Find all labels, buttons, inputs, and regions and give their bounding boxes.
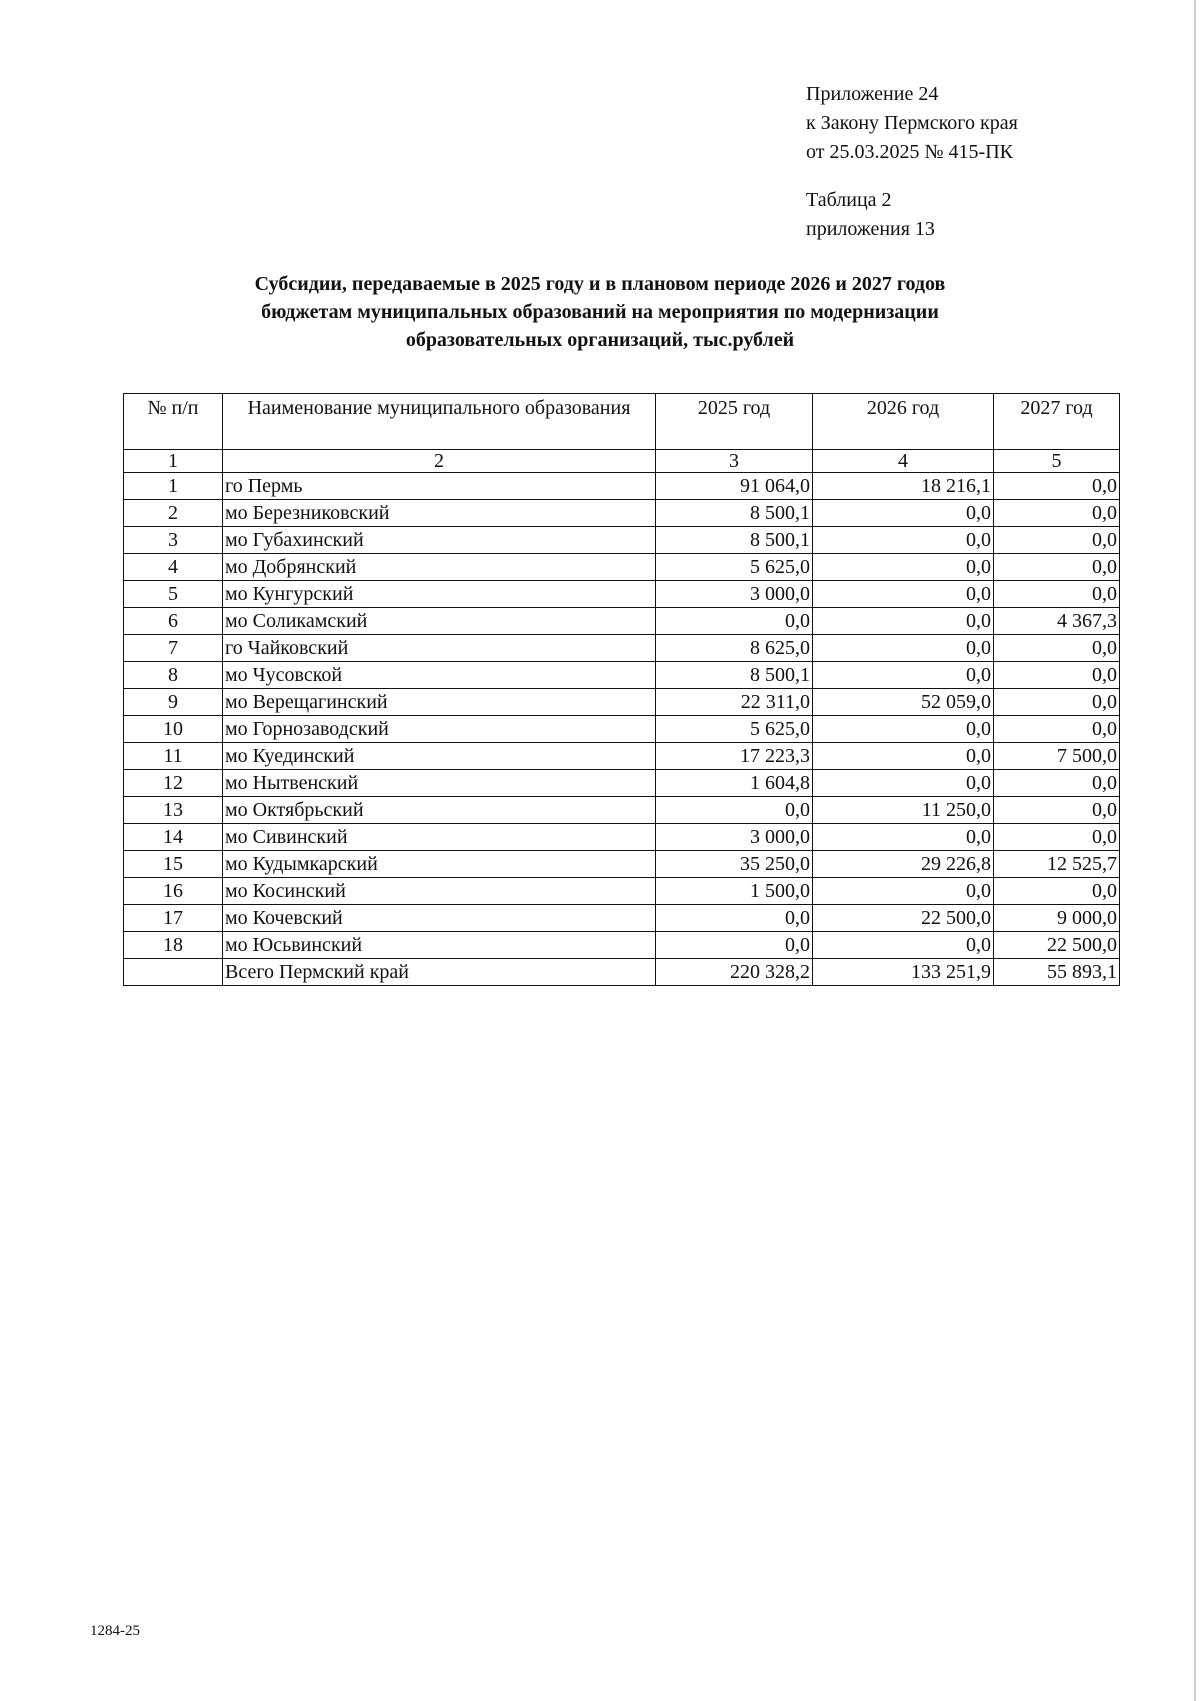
table-reference-line: приложения 13: [806, 218, 935, 240]
value-2025: 17 223,3: [656, 743, 813, 770]
value-2026: 0,0: [813, 770, 994, 797]
value-2027: 9 000,0: [994, 905, 1120, 932]
value-2026: 0,0: [813, 554, 994, 581]
appendix-line: от 25.03.2025 № 415-ПК: [806, 141, 1014, 163]
row-number: 2: [124, 500, 223, 527]
value-2025: 0,0: [656, 932, 813, 959]
column-number: 4: [813, 450, 994, 473]
table-row: [124, 635, 1120, 662]
table-row: [124, 770, 1120, 797]
table-row: [124, 716, 1120, 743]
row-number: 7: [124, 635, 223, 662]
municipality-name: мо Верещагинский: [223, 689, 656, 716]
row-number: 18: [124, 932, 223, 959]
value-2026: 18 216,1: [813, 473, 994, 500]
value-2026: 0,0: [813, 635, 994, 662]
table-row: [124, 662, 1120, 689]
value-2027: 0,0: [994, 770, 1120, 797]
value-2026: 0,0: [813, 608, 994, 635]
header-2026: 2026 год: [813, 394, 994, 450]
value-2026: 0,0: [813, 824, 994, 851]
value-2025: 5 625,0: [656, 716, 813, 743]
table-row: [124, 851, 1120, 878]
column-number: 5: [994, 450, 1120, 473]
table-header-row: [124, 394, 1120, 450]
title-line: Субсидии, передаваемые в 2025 году и в плановом периоде 2026 и 2027 годов: [254, 273, 946, 295]
municipality-name: мо Октябрьский: [223, 797, 656, 824]
spacer: [806, 167, 1018, 186]
municipality-name: мо Чусовской: [223, 662, 656, 689]
row-number: 17: [124, 905, 223, 932]
value-2027: 0,0: [994, 878, 1120, 905]
value-2027: 0,0: [994, 554, 1120, 581]
value-2025: 8 500,1: [656, 500, 813, 527]
row-number: 14: [124, 824, 223, 851]
value-2026: 0,0: [813, 743, 994, 770]
municipality-name: мо Горнозаводский: [223, 716, 656, 743]
value-2027: 0,0: [994, 500, 1120, 527]
value-2025: 8 500,1: [656, 527, 813, 554]
value-2026: 11 250,0: [813, 797, 994, 824]
value-2025: 8 500,1: [656, 662, 813, 689]
value-2025: 91 064,0: [656, 473, 813, 500]
value-2027: 0,0: [994, 662, 1120, 689]
value-2027: 0,0: [994, 635, 1120, 662]
header-number: № п/п: [124, 394, 223, 450]
value-2026: 29 226,8: [813, 851, 994, 878]
column-number: 2: [223, 450, 656, 473]
appendix-reference: [806, 80, 1018, 244]
subsidies-table: [123, 393, 1120, 986]
value-2025: 0,0: [656, 608, 813, 635]
municipality-name: мо Кунгурский: [223, 581, 656, 608]
appendix-line: Приложение 24: [806, 83, 939, 105]
row-number: 9: [124, 689, 223, 716]
table-row: [124, 608, 1120, 635]
municipality-name: Всего Пермский край: [223, 959, 656, 986]
table-row: [124, 797, 1120, 824]
value-2027: 0,0: [994, 797, 1120, 824]
municipality-name: мо Нытвенский: [223, 770, 656, 797]
row-number: 5: [124, 581, 223, 608]
document-title: [160, 270, 1040, 354]
table-row: [124, 878, 1120, 905]
row-number: 6: [124, 608, 223, 635]
value-2027: 22 500,0: [994, 932, 1120, 959]
value-2026: 0,0: [813, 500, 994, 527]
table-row: [124, 581, 1120, 608]
value-2025: 3 000,0: [656, 581, 813, 608]
row-number: 1: [124, 473, 223, 500]
table-row: [124, 689, 1120, 716]
value-2026: 0,0: [813, 662, 994, 689]
value-2025: 22 311,0: [656, 689, 813, 716]
municipality-name: го Чайковский: [223, 635, 656, 662]
municipality-name: мо Кудымкарский: [223, 851, 656, 878]
municipality-name: мо Соликамский: [223, 608, 656, 635]
row-number: 13: [124, 797, 223, 824]
table-reference-line: Таблица 2: [806, 189, 892, 211]
header-municipality: Наименование муниципального образования: [223, 394, 656, 450]
row-number: 12: [124, 770, 223, 797]
municipality-name: мо Добрянский: [223, 554, 656, 581]
row-number: [124, 959, 223, 986]
total-row: [124, 959, 1120, 986]
value-2025: 0,0: [656, 905, 813, 932]
table-row: [124, 554, 1120, 581]
table-row: [124, 500, 1120, 527]
value-2025: 8 625,0: [656, 635, 813, 662]
value-2026: 0,0: [813, 878, 994, 905]
municipality-name: мо Губахинский: [223, 527, 656, 554]
value-2025: 1 604,8: [656, 770, 813, 797]
column-number: 1: [124, 450, 223, 473]
row-number: 8: [124, 662, 223, 689]
title-line: образовательных организаций, тыс.рублей: [405, 329, 795, 351]
value-2026: 0,0: [813, 932, 994, 959]
table-row: [124, 473, 1120, 500]
value-2027: 0,0: [994, 716, 1120, 743]
value-2026: 133 251,9: [813, 959, 994, 986]
row-number: 10: [124, 716, 223, 743]
value-2025: 3 000,0: [656, 824, 813, 851]
value-2027: 0,0: [994, 689, 1120, 716]
header-2025: 2025 год: [656, 394, 813, 450]
value-2027: 0,0: [994, 581, 1120, 608]
scan-edge: [1194, 0, 1196, 1701]
header-2027: 2027 год: [994, 394, 1120, 450]
value-2027: 4 367,3: [994, 608, 1120, 635]
value-2027: 12 525,7: [994, 851, 1120, 878]
value-2025: 0,0: [656, 797, 813, 824]
value-2026: 0,0: [813, 716, 994, 743]
municipality-name: мо Юсьвинский: [223, 932, 656, 959]
row-number: 11: [124, 743, 223, 770]
value-2027: 0,0: [994, 527, 1120, 554]
row-number: 16: [124, 878, 223, 905]
row-number: 4: [124, 554, 223, 581]
value-2026: 0,0: [813, 581, 994, 608]
municipality-name: мо Куединский: [223, 743, 656, 770]
row-number: 3: [124, 527, 223, 554]
municipality-name: мо Березниковский: [223, 500, 656, 527]
value-2027: 55 893,1: [994, 959, 1120, 986]
value-2026: 52 059,0: [813, 689, 994, 716]
value-2025: 220 328,2: [656, 959, 813, 986]
table-row: [124, 905, 1120, 932]
table-row: [124, 527, 1120, 554]
value-2027: 0,0: [994, 824, 1120, 851]
value-2025: 1 500,0: [656, 878, 813, 905]
document-code: 1284-25: [90, 1623, 140, 1639]
municipality-name: мо Кочевский: [223, 905, 656, 932]
table-row: [124, 743, 1120, 770]
appendix-line: к Закону Пермского края: [806, 112, 1018, 134]
value-2026: 0,0: [813, 527, 994, 554]
value-2025: 5 625,0: [656, 554, 813, 581]
municipality-name: го Пермь: [223, 473, 656, 500]
table-body: [124, 450, 1120, 986]
table-row: [124, 932, 1120, 959]
column-number-row: [124, 450, 1120, 473]
value-2027: 7 500,0: [994, 743, 1120, 770]
value-2027: 0,0: [994, 473, 1120, 500]
value-2025: 35 250,0: [656, 851, 813, 878]
column-number: 3: [656, 450, 813, 473]
municipality-name: мо Косинский: [223, 878, 656, 905]
row-number: 15: [124, 851, 223, 878]
municipality-name: мо Сивинский: [223, 824, 656, 851]
value-2026: 22 500,0: [813, 905, 994, 932]
table-row: [124, 824, 1120, 851]
title-line: бюджетам муниципальных образований на мероприятия по модернизации: [261, 301, 939, 323]
